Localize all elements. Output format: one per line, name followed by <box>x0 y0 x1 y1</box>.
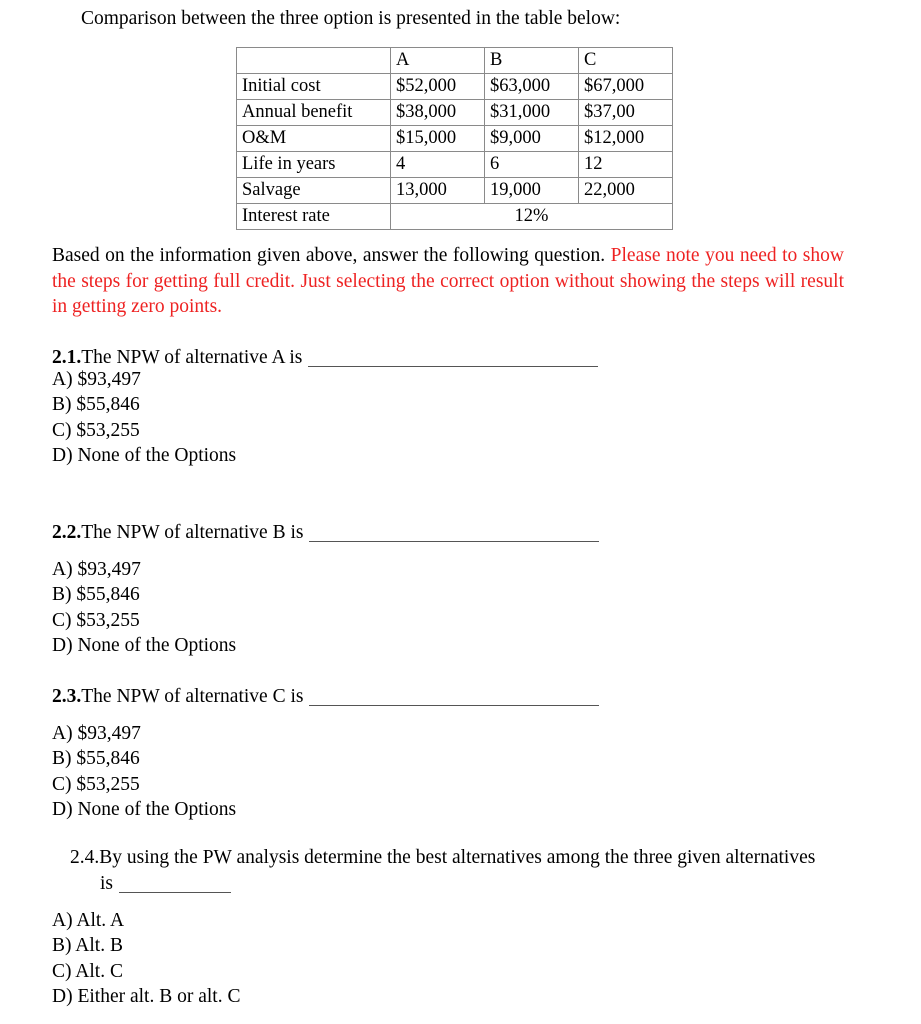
instructions-red-warning: Please note you need to show the steps for getting full credit. Just selecting the correct option without showing the steps will result in getting zero points. <box>52 245 844 317</box>
options-2-1 <box>52 367 236 468</box>
question-text: The NPW of alternative B is <box>81 522 304 543</box>
instructions-paragraph <box>52 243 844 320</box>
options-2-3 <box>52 721 236 822</box>
table-row <box>237 152 673 178</box>
question-number: 2.4. <box>70 847 100 868</box>
question-number: 2.1. <box>52 347 82 368</box>
answer-blank-line[interactable] <box>308 366 598 367</box>
intro-text: Comparison between the three option is presented in the table below: <box>81 8 621 29</box>
comparison-table <box>236 47 673 230</box>
option-d[interactable]: D) None of the Options <box>52 798 237 820</box>
row-value-a: 4 <box>391 152 485 178</box>
option-d[interactable]: D) Either alt. B or alt. C <box>52 985 241 1007</box>
table-row <box>237 74 673 100</box>
option-c[interactable]: C) $53,255 <box>52 773 140 795</box>
instructions-black-text: Based on the information given above, answer the following question. <box>52 245 611 266</box>
option-a[interactable]: A) $93,497 <box>52 559 141 580</box>
question-text: By using the PW analysis determine the best alternatives among the three given alternatives <box>99 847 816 868</box>
table-row <box>237 126 673 152</box>
row-value-c: $12,000 <box>579 126 673 152</box>
row-value-a: $38,000 <box>391 100 485 126</box>
question-text-line2 <box>70 871 860 897</box>
option-a[interactable]: A) $93,497 <box>52 369 141 390</box>
header-cell-c: C <box>579 48 673 74</box>
question-2-3 <box>52 684 599 709</box>
option-b[interactable]: B) $55,846 <box>52 748 140 770</box>
row-value-c: 22,000 <box>579 178 673 204</box>
table-header-row <box>237 48 673 74</box>
row-value-a: $15,000 <box>391 126 485 152</box>
answer-blank-line[interactable] <box>309 541 599 542</box>
table-row <box>237 100 673 126</box>
row-label: Interest rate <box>237 204 391 230</box>
row-value-c: 12 <box>579 152 673 178</box>
header-cell-a: A <box>391 48 485 74</box>
row-value-c: $67,000 <box>579 74 673 100</box>
options-2-2 <box>52 557 236 658</box>
table-row <box>237 178 673 204</box>
table-row-interest-rate <box>237 204 673 230</box>
question-text: The NPW of alternative A is <box>81 347 303 368</box>
option-b[interactable]: B) $55,846 <box>52 584 140 606</box>
option-c[interactable]: C) $53,255 <box>52 609 140 631</box>
row-label: Annual benefit <box>237 100 391 126</box>
question-number: 2.3. <box>52 686 82 707</box>
row-label: Initial cost <box>237 74 391 100</box>
question-text-is: is <box>100 873 114 894</box>
question-number: 2.2. <box>52 522 82 543</box>
answer-blank-line[interactable] <box>119 892 231 893</box>
header-cell-b: B <box>485 48 579 74</box>
option-a[interactable]: A) Alt. A <box>52 910 125 931</box>
option-c[interactable]: C) $53,255 <box>52 419 140 441</box>
row-value-b: $63,000 <box>485 74 579 100</box>
row-value-b: $31,000 <box>485 100 579 126</box>
question-text: The NPW of alternative C is <box>81 686 304 707</box>
option-d[interactable]: D) None of the Options <box>52 444 237 466</box>
option-b[interactable]: B) $55,846 <box>52 394 140 416</box>
row-label: Life in years <box>237 152 391 178</box>
row-label: O&M <box>237 126 391 152</box>
header-cell-blank <box>237 48 391 74</box>
question-2-4 <box>70 845 860 897</box>
option-a[interactable]: A) $93,497 <box>52 723 141 744</box>
row-label: Salvage <box>237 178 391 204</box>
row-value-a: $52,000 <box>391 74 485 100</box>
row-value-a: 13,000 <box>391 178 485 204</box>
row-value-c: $37,00 <box>579 100 673 126</box>
answer-blank-line[interactable] <box>309 705 599 706</box>
option-d[interactable]: D) None of the Options <box>52 634 237 656</box>
question-2-2 <box>52 520 599 545</box>
row-value-b: 6 <box>485 152 579 178</box>
comparison-table-wrapper <box>236 47 673 230</box>
option-b[interactable]: B) Alt. B <box>52 935 123 957</box>
row-value-b: $9,000 <box>485 126 579 152</box>
option-c[interactable]: C) Alt. C <box>52 960 123 982</box>
row-value-b: 19,000 <box>485 178 579 204</box>
options-2-4 <box>52 908 240 1009</box>
interest-rate-value: 12% <box>391 204 673 230</box>
